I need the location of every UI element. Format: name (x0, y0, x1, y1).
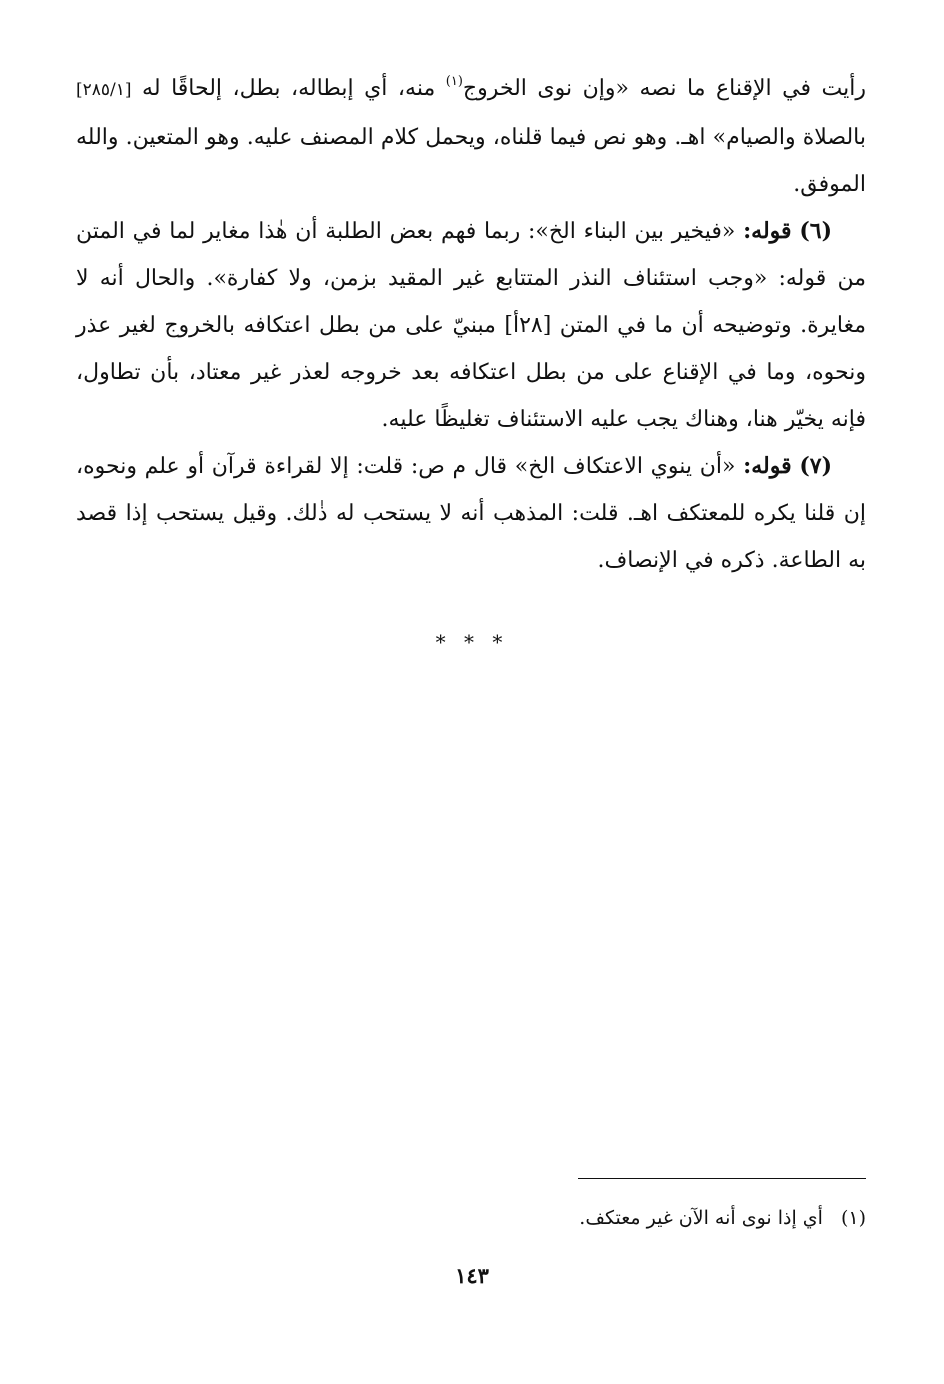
paragraph-2-number: (٦) (799, 218, 832, 244)
footnote-text: أي إذا نوى أنه الآن غير معتكف. (579, 1207, 823, 1229)
main-text (76, 58, 866, 584)
paragraph-3-lead: قوله: (743, 453, 792, 479)
paragraph-3-number: (٧) (799, 453, 832, 479)
paragraph-1-text-b: منه، أي إبطاله، بطل، إلحاقًا له (131, 76, 446, 101)
paragraph-3-text: «أن ينوي الاعتكاف الخ» قال م ص: قلت: إلا لقراءة قرآن أو علم ونحوه، إن قلنا يكره للمعتكف اهـ. قلت: المذهب أنه لا يستحب له ذٰلك. وقيل يستحب إذا قصد به الطاعة. ذكره في الإنصاف. (76, 454, 866, 573)
page-reference: [٢٨٥/١] (76, 80, 132, 100)
paragraph-2-text-a: «فيخير بين البناء الخ»: ربما فهم بعض الطلبة أن هٰذا مغاير لما في المتن من قوله: «وجب استئناف النذر المتتابع غير المقيد بزمن، ولا كفارة». والحال أنه لا مغايرة. وتوضيحه أن ما في المتن (76, 219, 866, 338)
paragraph-2-text-b: مبنيّ على من بطل اعتكافه بالخروج لغير عذر ونحوه، وما في الإقناع على من بطل اعتكافه بعد خروجه لعذر غير معتاد، بأن تطاول، فإنه يخيّر هنا، وهناك يجب عليه الاستئناف تغليظًا عليه. (76, 313, 866, 432)
paragraph-2 (76, 208, 866, 443)
paragraph-1-text-a: رأيت في الإقناع ما نصه «وإن نوى الخروج (462, 76, 866, 101)
section-separator: * * * (435, 630, 509, 654)
paragraph-1-text-c: بالصلاة والصيام» اهـ. وهو نص فيما قلناه، ويحمل كلام المصنف عليه. وهو المتعين. والله الموفق. (76, 125, 866, 197)
footnote-reference: (١) (445, 74, 463, 89)
footnote (76, 1203, 866, 1233)
paragraph-2-lead: قوله: (743, 218, 792, 244)
footnote-divider (578, 1178, 866, 1179)
paragraph-1 (76, 58, 866, 208)
page-number: ١٤٣ (455, 1263, 489, 1288)
manuscript-reference: [٢٨أ] (504, 313, 552, 338)
footnote-number: (١) (840, 1207, 866, 1229)
paragraph-3 (76, 443, 866, 584)
